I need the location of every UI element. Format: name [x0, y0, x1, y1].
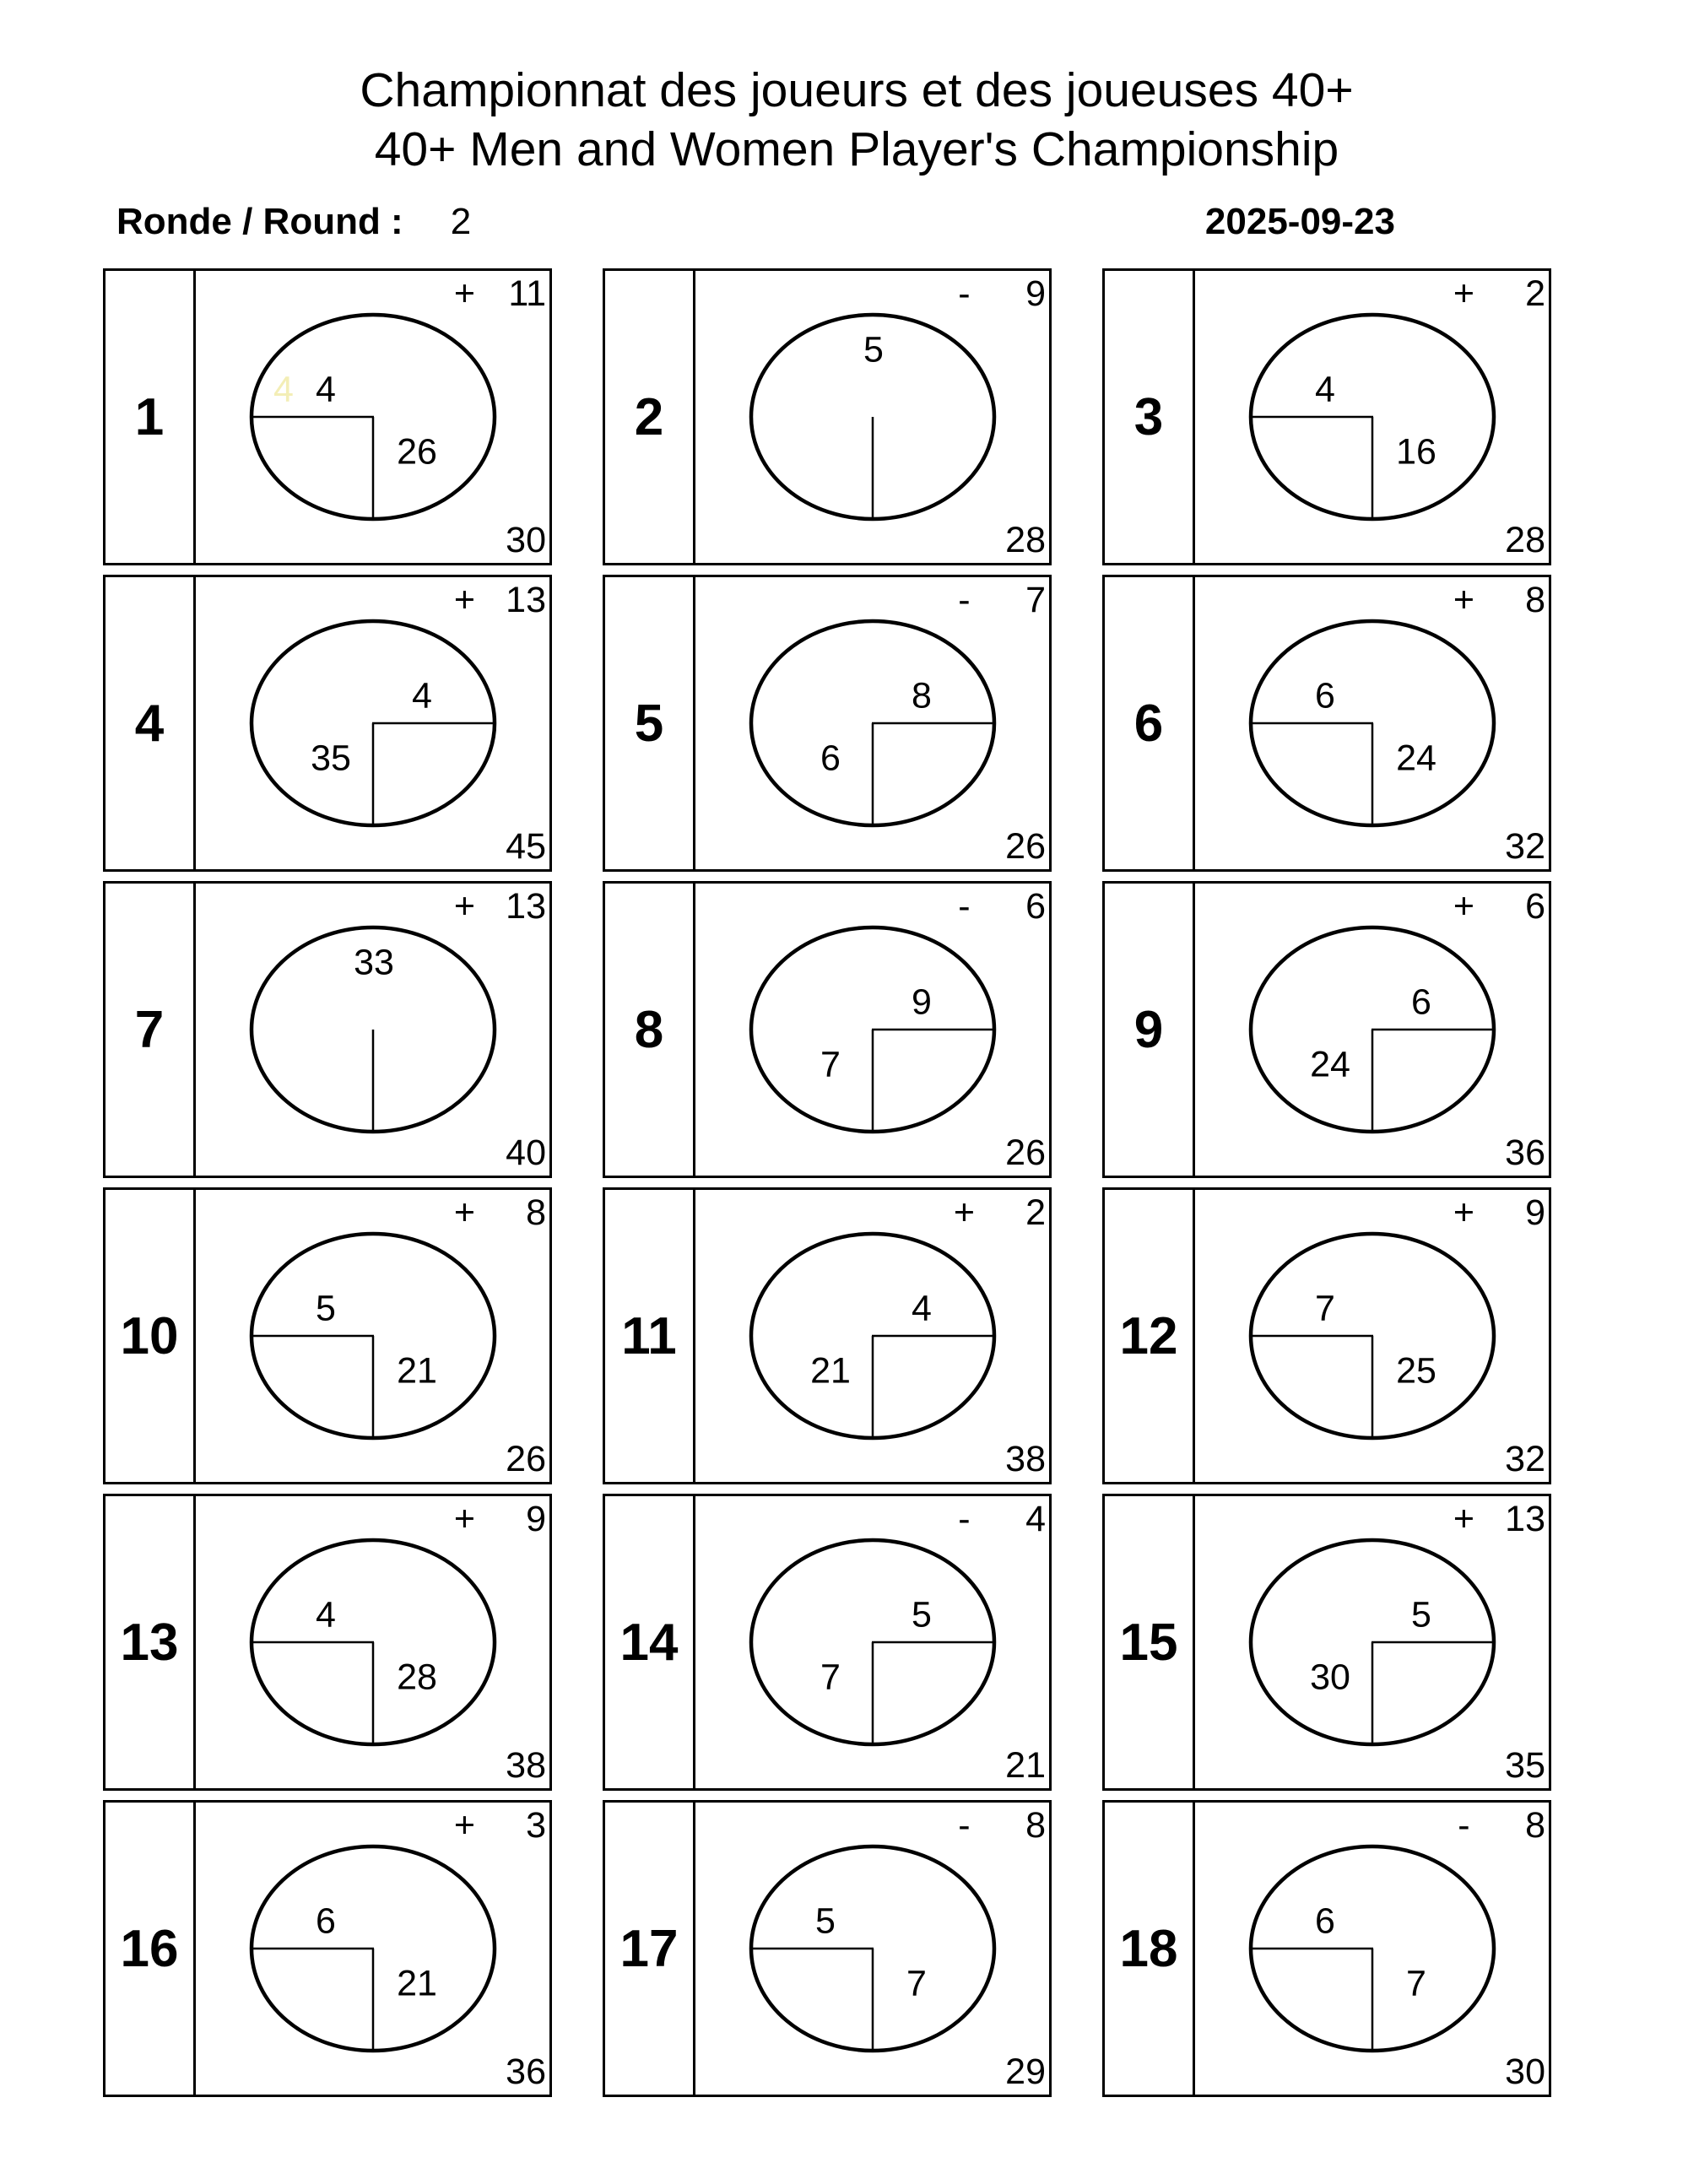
vertical-hand-label: 21 [810, 1350, 851, 1392]
horizontal-hand-label: 4 [316, 369, 336, 410]
score-value: 8 [1025, 1805, 1046, 1846]
total-value: 40 [506, 1133, 546, 1173]
sheet-clock-diagram [196, 577, 549, 869]
clock-face [746, 1841, 999, 2057]
vertical-hand-label: 7 [906, 1963, 927, 2004]
sheet-cell [103, 881, 552, 1178]
horizontal-hand-label: 9 [912, 981, 932, 1023]
horizontal-hand-label: 5 [912, 1594, 932, 1635]
score-value: 7 [1025, 580, 1046, 620]
sheet-number: 4 [106, 577, 196, 869]
score-value: 6 [1025, 886, 1046, 927]
horizontal-hand-label: 7 [1315, 1288, 1335, 1329]
score-value: 6 [1525, 886, 1545, 927]
sheet-clock-diagram [1195, 577, 1549, 869]
horizontal-hand-label: 4 [912, 1288, 932, 1329]
vertical-hand-label: 24 [1396, 738, 1436, 779]
score-value: 9 [1025, 273, 1046, 314]
vertical-hand-label: 7 [820, 1044, 841, 1085]
horizontal-hand-label: 6 [316, 1900, 336, 1942]
clock-face [1246, 1228, 1499, 1444]
clock-face [246, 1841, 500, 2057]
vertical-hand-label: 7 [820, 1657, 841, 1698]
sheet-cell [603, 1494, 1052, 1791]
total-value: 28 [1505, 520, 1545, 560]
total-value: 36 [1505, 1133, 1545, 1173]
total-value: 38 [1005, 1439, 1046, 1479]
total-value: 30 [506, 520, 546, 560]
sheet-clock-diagram [1195, 884, 1549, 1176]
top-center-label: 5 [863, 329, 884, 370]
sheet-cell [1102, 1187, 1551, 1484]
sheet-clock-diagram [1195, 271, 1549, 563]
score-sign: + [453, 273, 475, 314]
score-sign: + [953, 1192, 975, 1233]
sheet-clock-diagram [1195, 1496, 1549, 1788]
sheet-cell [603, 575, 1052, 872]
round-number: 2 [450, 201, 472, 242]
horizontal-hand-label: 8 [912, 675, 932, 716]
sheet-cell [103, 268, 552, 565]
sheet-cell [103, 1800, 552, 2097]
sheet-number: 6 [1105, 577, 1195, 869]
clock-face [246, 615, 500, 831]
score-sign: + [1453, 1499, 1474, 1539]
score-value: 9 [1525, 1192, 1545, 1233]
clock-face [746, 922, 999, 1138]
sheet-cell [1102, 575, 1551, 872]
score-sign: + [453, 1499, 475, 1539]
sheet-cell [603, 1187, 1052, 1484]
date: 2025-09-23 [1204, 201, 1395, 242]
score-value: 2 [1525, 273, 1545, 314]
sheet-clock-diagram [695, 1190, 1049, 1482]
score-sign: + [453, 1192, 475, 1233]
horizontal-hand-label: 5 [316, 1288, 336, 1329]
title-french: Championnat des joueurs et des joueuses 40+ [360, 63, 1354, 117]
score-value: 8 [1525, 580, 1545, 620]
round-label: Ronde / Round : [116, 201, 403, 242]
vertical-hand-label: 21 [397, 1350, 437, 1392]
score-sign: + [453, 580, 475, 620]
sheet-clock-diagram [196, 1190, 549, 1482]
sheet-number: 15 [1105, 1496, 1195, 1788]
total-value: 36 [506, 2052, 546, 2092]
horizontal-hand-label: 4 [412, 675, 432, 716]
sheet-cell [603, 881, 1052, 1178]
score-sign: + [1453, 273, 1474, 314]
score-value: 2 [1025, 1192, 1046, 1233]
clock-face [746, 615, 999, 831]
round-row [116, 201, 1395, 246]
sheet-number: 18 [1105, 1803, 1195, 2095]
vertical-hand-label: 24 [1310, 1044, 1350, 1085]
score-value: 4 [1025, 1499, 1046, 1539]
clock-face [1246, 1841, 1499, 2057]
sheet-number: 2 [605, 271, 695, 563]
vertical-hand-label: 30 [1310, 1657, 1350, 1698]
sheet-cell [1102, 1494, 1551, 1791]
sheet-clock-diagram [695, 884, 1049, 1176]
sheet-clock-diagram [196, 884, 549, 1176]
score-sign: + [1453, 886, 1474, 927]
score-sign: - [958, 580, 971, 620]
sheet-number: 13 [106, 1496, 196, 1788]
score-sign: - [958, 273, 971, 314]
vertical-hand-label: 21 [397, 1963, 437, 2004]
sheet-clock-diagram [196, 1803, 549, 2095]
sheets-grid [103, 268, 1551, 2097]
vertical-hand-label: 25 [1396, 1350, 1436, 1392]
sheet-clock-diagram [695, 271, 1049, 563]
total-value: 45 [506, 826, 546, 867]
score-sign: - [958, 1805, 971, 1846]
header [0, 0, 1688, 179]
vertical-hand-label: 7 [1406, 1963, 1426, 2004]
clock-face [246, 309, 500, 525]
sheet-number: 17 [605, 1803, 695, 2095]
sheet-cell [1102, 881, 1551, 1178]
vertical-hand-label: 6 [820, 738, 841, 779]
total-value: 32 [1505, 1439, 1545, 1479]
score-sign: + [1453, 580, 1474, 620]
top-center-label: 33 [354, 942, 394, 983]
score-sign: + [453, 1805, 475, 1846]
sheet-number: 7 [106, 884, 196, 1176]
sheet-cell [103, 1494, 552, 1791]
sheet-number: 12 [1105, 1190, 1195, 1482]
horizontal-hand-label: 4 [316, 1594, 336, 1635]
score-value: 8 [1525, 1805, 1545, 1846]
horizontal-hand-label: 4 [1315, 369, 1335, 410]
sheet-clock-diagram [196, 1496, 549, 1788]
horizontal-hand-label: 6 [1315, 1900, 1335, 1942]
total-value: 38 [506, 1745, 546, 1786]
horizontal-hand-label: 6 [1315, 675, 1335, 716]
total-value: 26 [1005, 1133, 1046, 1173]
sheet-cell [603, 1800, 1052, 2097]
sheet-number: 10 [106, 1190, 196, 1482]
vertical-hand-label: 28 [397, 1657, 437, 1698]
score-value: 3 [526, 1805, 546, 1846]
sheet-clock-diagram [1195, 1190, 1549, 1482]
vertical-hand-label: 35 [311, 738, 351, 779]
sheet-number: 9 [1105, 884, 1195, 1176]
clock-face [1246, 1534, 1499, 1750]
score-sign: + [1453, 1192, 1474, 1233]
sheet-number: 11 [605, 1190, 695, 1482]
score-sign: - [1458, 1805, 1470, 1846]
clock-face [246, 1228, 500, 1444]
score-sign: + [453, 886, 475, 927]
total-value: 28 [1005, 520, 1046, 560]
horizontal-hand-label: 5 [1411, 1594, 1431, 1635]
total-value: 26 [506, 1439, 546, 1479]
clock-face [746, 1534, 999, 1750]
total-value: 21 [1005, 1745, 1046, 1786]
sheet-cell [1102, 1800, 1551, 2097]
sheet-number: 16 [106, 1803, 196, 2095]
sheet-clock-diagram [695, 1803, 1049, 2095]
sheet-number: 14 [605, 1496, 695, 1788]
score-sign: - [958, 886, 971, 927]
clock-face [246, 1534, 500, 1750]
sheet-cell [603, 268, 1052, 565]
sheet-cell [103, 1187, 552, 1484]
score-value: 13 [506, 580, 546, 620]
total-value: 29 [1005, 2052, 1046, 2092]
score-sign: - [958, 1499, 971, 1539]
score-value: 9 [526, 1499, 546, 1539]
clock-face [1246, 922, 1499, 1138]
total-value: 32 [1505, 826, 1545, 867]
clock-face [1246, 615, 1499, 831]
title-english: 40+ Men and Women Player's Championship [374, 122, 1339, 176]
sheet-cell [103, 575, 552, 872]
score-value: 8 [526, 1192, 546, 1233]
score-value: 11 [508, 273, 546, 314]
vertical-hand-label: 26 [397, 431, 437, 473]
total-value: 30 [1505, 2052, 1545, 2092]
score-value: 13 [1505, 1499, 1545, 1539]
sheet-number: 5 [605, 577, 695, 869]
sheet-number: 3 [1105, 271, 1195, 563]
sheet-clock-diagram [1195, 1803, 1549, 2095]
sheet-clock-diagram [695, 577, 1049, 869]
vertical-hand-label: 16 [1396, 431, 1436, 473]
sheet-clock-diagram [695, 1496, 1049, 1788]
sheet-number: 1 [106, 271, 196, 563]
ghost-hand-label: 4 [273, 369, 294, 410]
sheet-cell [1102, 268, 1551, 565]
clock-face [1246, 309, 1499, 525]
clock-face [746, 1228, 999, 1444]
total-value: 26 [1005, 826, 1046, 867]
total-value: 35 [1505, 1745, 1545, 1786]
sheet-clock-diagram [196, 271, 549, 563]
sheet-number: 8 [605, 884, 695, 1176]
score-value: 13 [506, 886, 546, 927]
horizontal-hand-label: 5 [815, 1900, 836, 1942]
horizontal-hand-label: 6 [1411, 981, 1431, 1023]
